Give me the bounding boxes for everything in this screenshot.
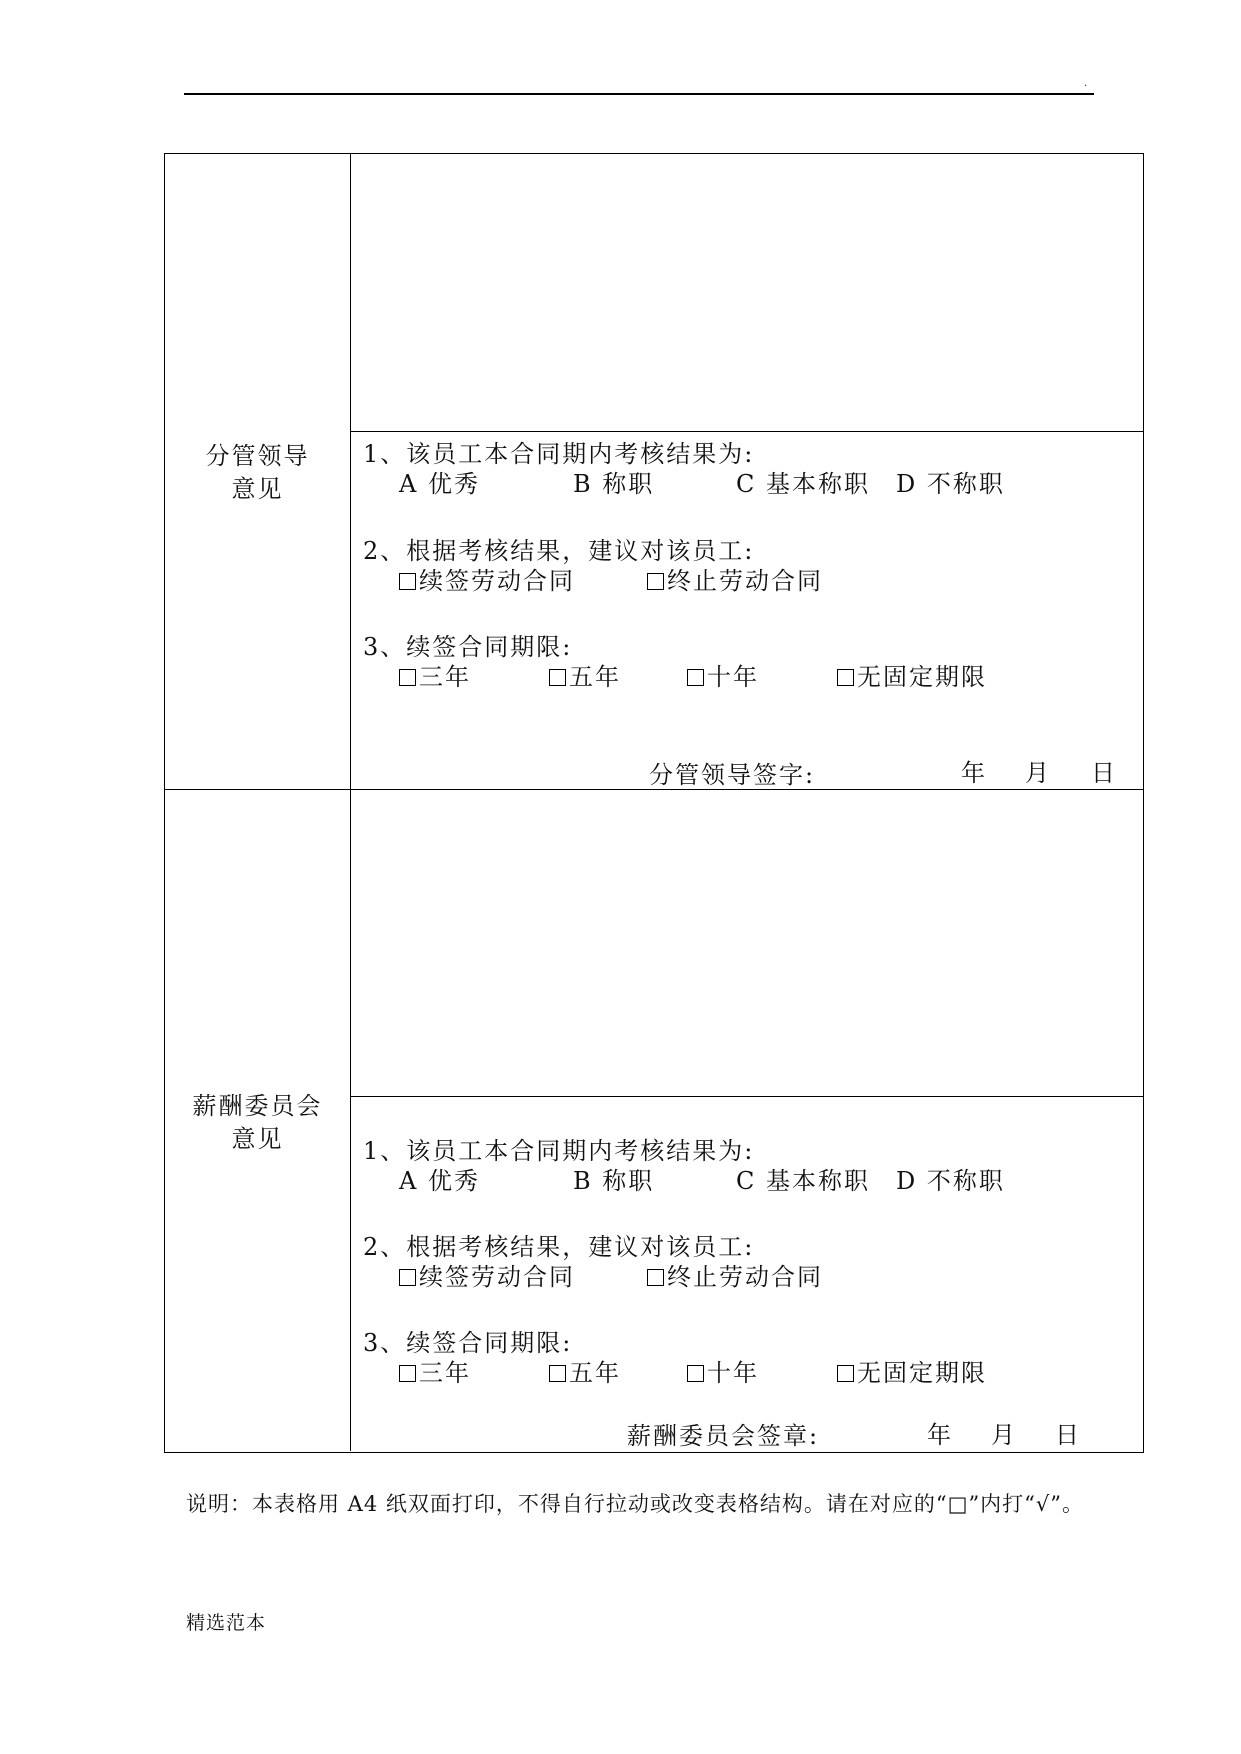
grade-option-d[interactable]: D 不称职 bbox=[896, 470, 1005, 498]
checkbox[interactable] bbox=[549, 669, 566, 686]
question-2: 2、根据考核结果，建议对该员工: bbox=[363, 537, 755, 565]
section-label-line2: 意见 bbox=[231, 1125, 284, 1153]
option-label: 五年 bbox=[569, 1359, 621, 1387]
option-renew-contract[interactable] bbox=[399, 561, 575, 596]
section-label-cell bbox=[165, 790, 351, 1451]
grade-option-c[interactable]: C 基本称职 bbox=[736, 470, 870, 498]
assessment-questions bbox=[351, 431, 1143, 789]
question-3: 3、续签合同期限: bbox=[363, 633, 573, 661]
section-content-cell bbox=[351, 154, 1143, 789]
question-2: 2、根据考核结果，建议对该员工: bbox=[363, 1233, 755, 1261]
footer-text: 精选范本 bbox=[186, 1612, 267, 1634]
grade-option-c[interactable]: C 基本称职 bbox=[736, 1167, 870, 1195]
section-label-line2: 意见 bbox=[231, 475, 284, 503]
assessment-questions bbox=[351, 1097, 1143, 1451]
option-terminate-contract[interactable] bbox=[647, 561, 823, 596]
option-term-5-years[interactable] bbox=[549, 1353, 621, 1388]
date-year: 年 bbox=[961, 759, 987, 787]
option-term-5-years[interactable] bbox=[549, 657, 621, 692]
section-label-line1: 分管领导 bbox=[205, 442, 310, 470]
checkbox[interactable] bbox=[399, 669, 416, 686]
option-label: 续签劳动合同 bbox=[419, 567, 575, 595]
instruction-note: 说明：本表格用 A4 纸双面打印，不得自行拉动或改变表格结构。请在对应的“□”内打“√”。 bbox=[186, 1492, 1085, 1516]
option-label: 五年 bbox=[569, 663, 621, 691]
option-renew-contract[interactable] bbox=[399, 1257, 575, 1292]
date-month: 月 bbox=[991, 1421, 1017, 1449]
option-term-10-years[interactable] bbox=[687, 1353, 759, 1388]
header-dot: . bbox=[1084, 78, 1088, 89]
grade-option-b[interactable]: B 称职 bbox=[573, 470, 655, 498]
option-label: 无固定期限 bbox=[857, 663, 987, 691]
option-label: 终止劳动合同 bbox=[667, 567, 823, 595]
option-label: 三年 bbox=[419, 663, 471, 691]
question-3: 3、续签合同期限: bbox=[363, 1329, 573, 1357]
grade-option-d[interactable]: D 不称职 bbox=[896, 1167, 1005, 1195]
option-term-open-ended[interactable] bbox=[837, 657, 987, 692]
checkbox[interactable] bbox=[687, 669, 704, 686]
section-supervisor-opinion bbox=[165, 154, 1143, 790]
option-label: 续签劳动合同 bbox=[419, 1263, 575, 1291]
checkbox[interactable] bbox=[399, 573, 416, 590]
signature-label: 薪酬委员会签章: bbox=[627, 1422, 820, 1450]
evaluation-form-table bbox=[164, 153, 1144, 1453]
header-rule bbox=[184, 93, 1094, 95]
checkbox[interactable] bbox=[399, 1365, 416, 1382]
option-label: 无固定期限 bbox=[857, 1359, 987, 1387]
signature-label: 分管领导签字: bbox=[649, 761, 816, 789]
option-term-3-years[interactable] bbox=[399, 1353, 471, 1388]
date-year: 年 bbox=[927, 1421, 953, 1449]
option-terminate-contract[interactable] bbox=[647, 1257, 823, 1292]
date-day: 日 bbox=[1055, 1421, 1081, 1449]
option-term-3-years[interactable] bbox=[399, 657, 471, 692]
question-1: 1、该员工本合同期内考核结果为: bbox=[363, 440, 755, 468]
option-label: 十年 bbox=[707, 663, 759, 691]
option-term-10-years[interactable] bbox=[687, 657, 759, 692]
checkbox[interactable] bbox=[647, 1269, 664, 1286]
question-1: 1、该员工本合同期内考核结果为: bbox=[363, 1137, 755, 1165]
checkbox[interactable] bbox=[549, 1365, 566, 1382]
option-label: 终止劳动合同 bbox=[667, 1263, 823, 1291]
opinion-writing-area[interactable] bbox=[351, 790, 1143, 1097]
grade-option-a[interactable]: A 优秀 bbox=[399, 470, 480, 498]
option-term-open-ended[interactable] bbox=[837, 1353, 987, 1388]
section-label-cell bbox=[165, 154, 351, 789]
option-label: 三年 bbox=[419, 1359, 471, 1387]
option-label: 十年 bbox=[707, 1359, 759, 1387]
opinion-writing-area[interactable] bbox=[351, 154, 1143, 432]
section-compensation-committee-opinion bbox=[165, 790, 1143, 1451]
checkbox[interactable] bbox=[647, 573, 664, 590]
checkbox[interactable] bbox=[837, 1365, 854, 1382]
date-month: 月 bbox=[1025, 759, 1051, 787]
grade-option-a[interactable]: A 优秀 bbox=[399, 1167, 480, 1195]
grade-option-b[interactable]: B 称职 bbox=[573, 1167, 655, 1195]
section-label-line1: 薪酬委员会 bbox=[192, 1092, 323, 1120]
checkbox[interactable] bbox=[399, 1269, 416, 1286]
section-content-cell bbox=[351, 790, 1143, 1451]
checkbox[interactable] bbox=[837, 669, 854, 686]
checkbox[interactable] bbox=[687, 1365, 704, 1382]
date-day: 日 bbox=[1091, 759, 1117, 787]
